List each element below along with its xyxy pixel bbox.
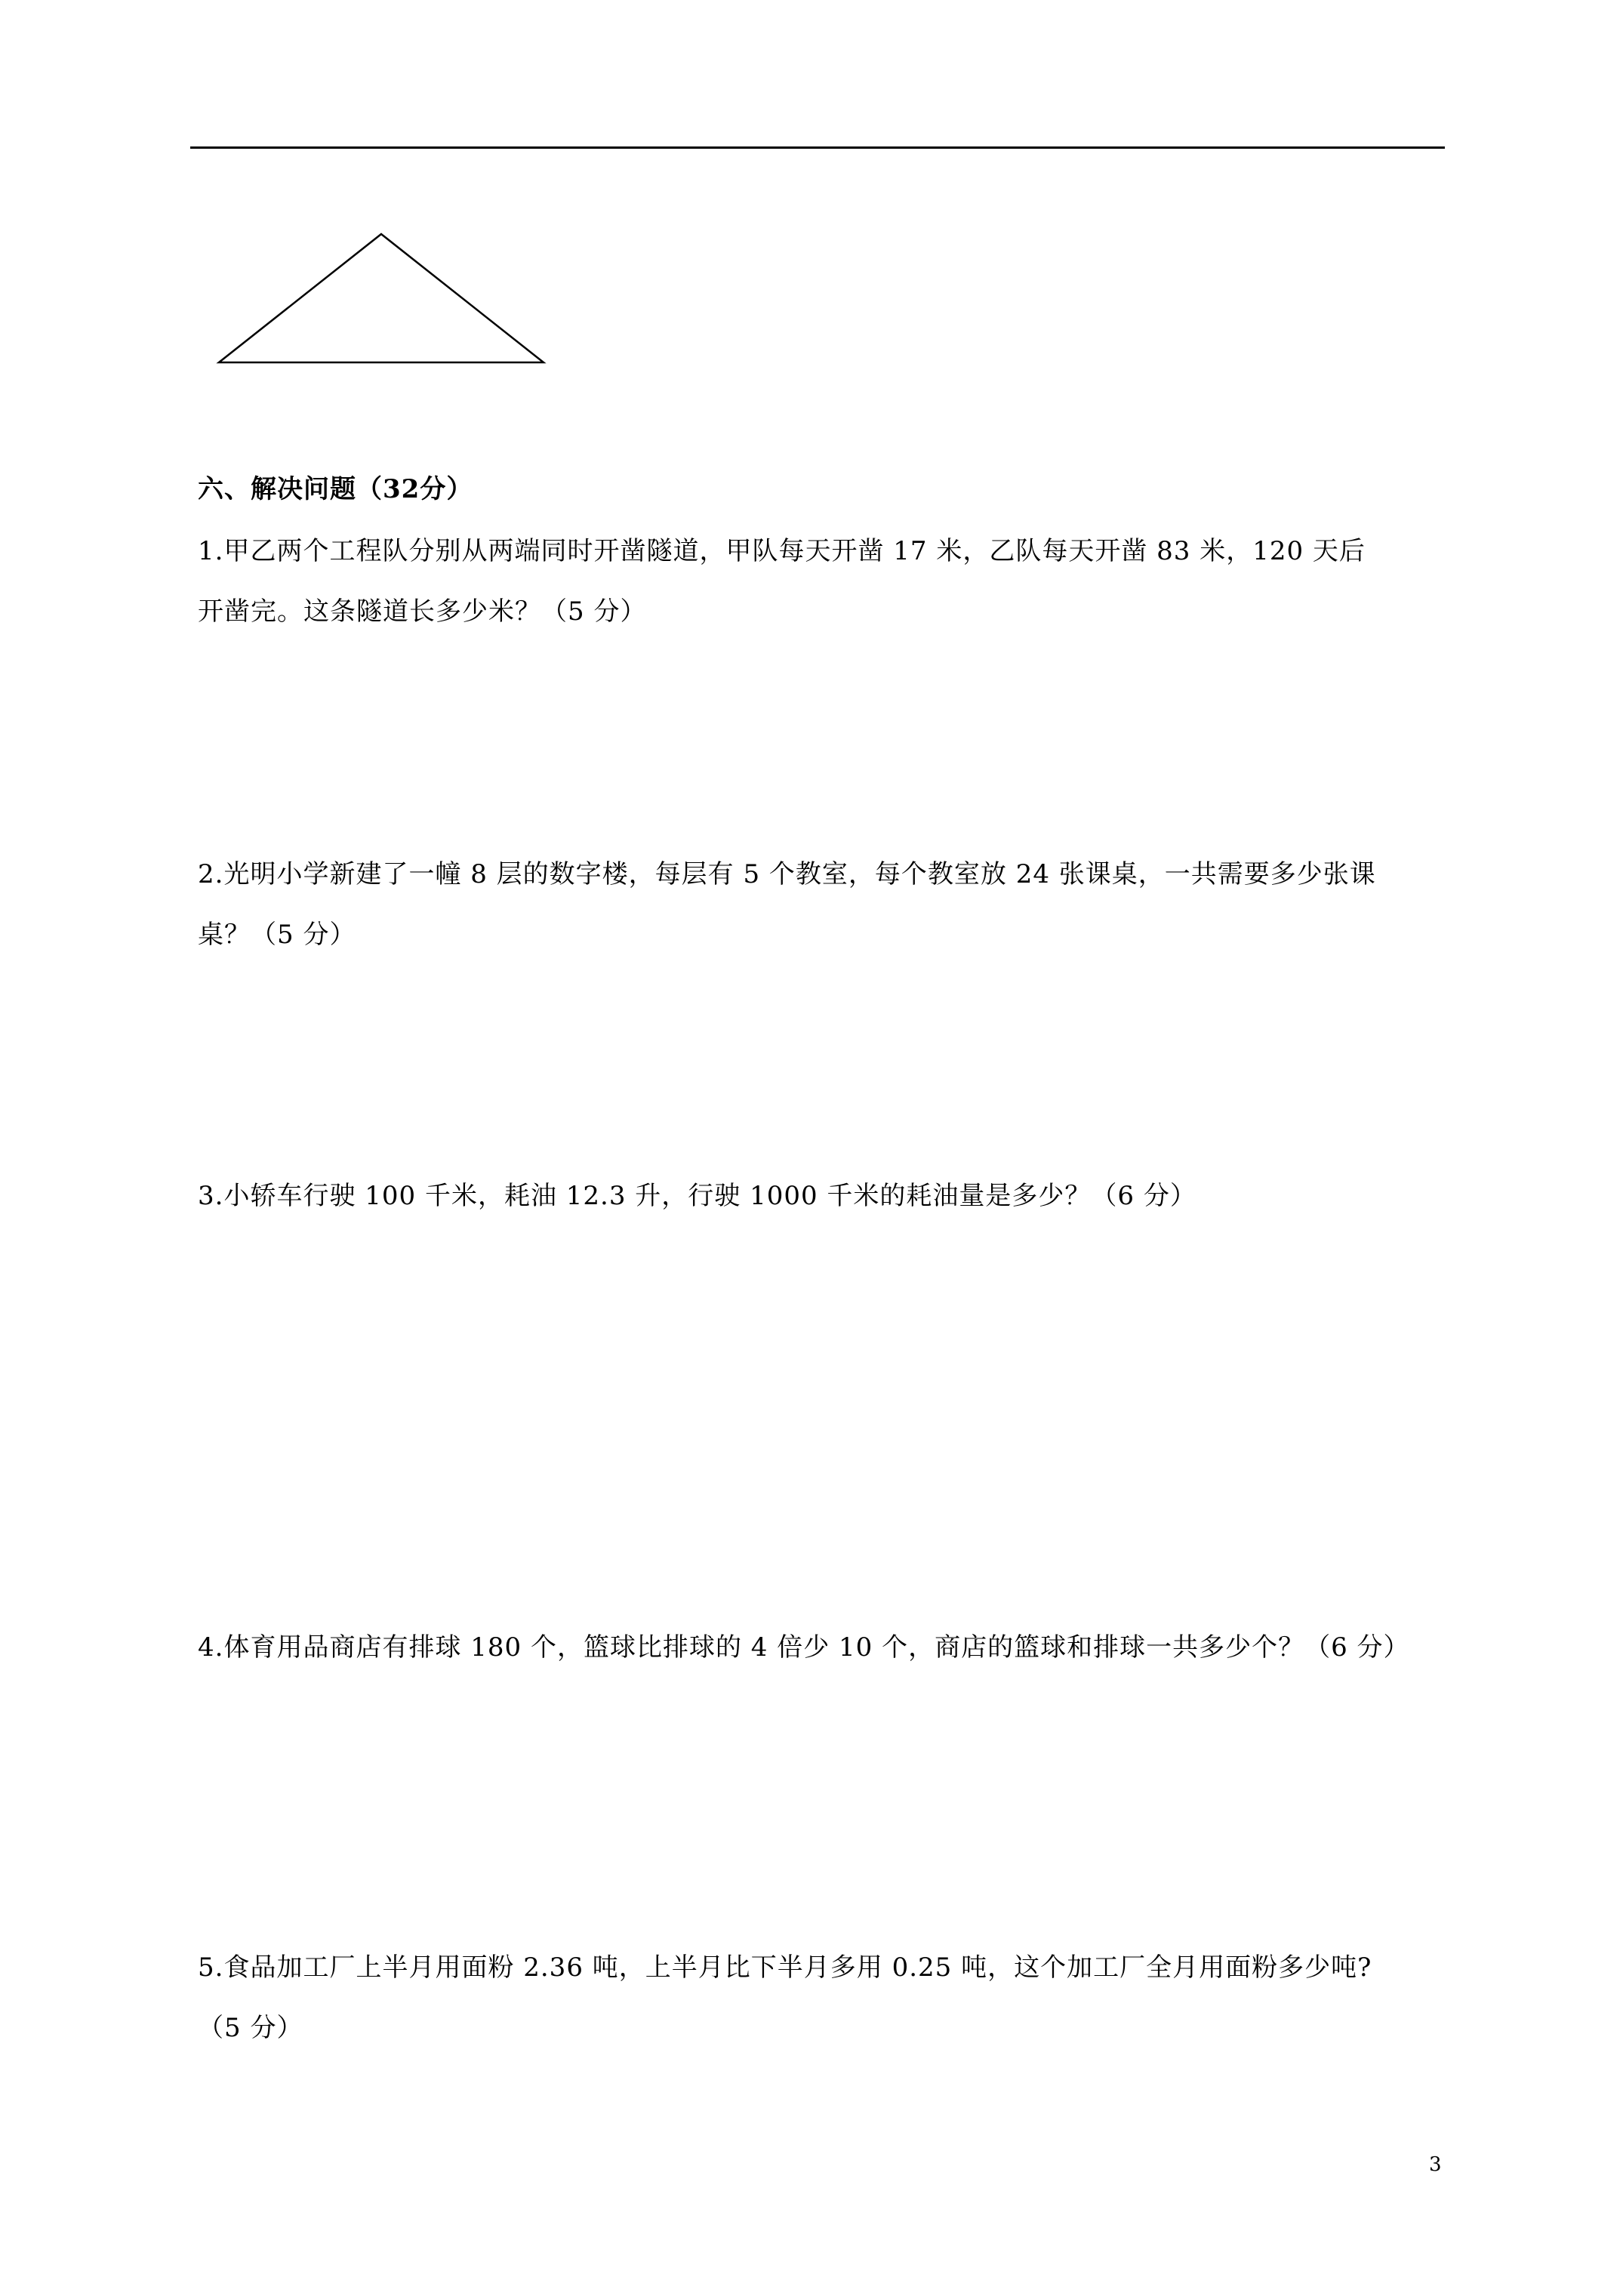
question-2 [198, 844, 1451, 965]
page-number: 3 [1429, 2153, 1442, 2176]
section-title: 六、解决问题（32分） [198, 474, 473, 504]
triangle-shape [219, 234, 544, 362]
question-3-line-1: 3.小轿车行驶 100 千米，耗油 12.3 升，行驶 1000 千米的耗油量是多少？（6 分） [198, 1181, 1196, 1211]
question-5-line-1: 5.食品加工厂上半月用面粉 2.36 吨，上半月比下半月多用 0.25 吨，这个加工厂全月用面粉多少吨? [198, 1952, 1372, 1983]
header-rule [190, 146, 1445, 149]
question-5-line-2: （5 分） [198, 2013, 303, 2043]
question-2-line-2: 桌？（5 分） [198, 920, 356, 950]
question-4 [198, 1617, 1451, 1678]
triangle-figure [211, 227, 559, 378]
question-1 [198, 521, 1451, 642]
question-4-line-1: 4.体育用品商店有排球 180 个，篮球比排球的 4 倍少 10 个，商店的篮球和排球一共多少个？（6 分） [198, 1632, 1410, 1663]
question-1-line-2: 开凿完。这条隧道长多少米？（5 分） [198, 596, 647, 627]
question-3 [198, 1166, 1451, 1226]
question-2-line-1: 2.光明小学新建了一幢 8 层的数字楼，每层有 5 个教室，每个教室放 24 张课桌，一共需要多少张课 [198, 859, 1376, 889]
question-1-line-1: 1.甲乙两个工程队分别从两端同时开凿隧道，甲队每天开凿 17 米，乙队每天开凿 83 米，120 天后 [198, 536, 1366, 566]
question-5 [198, 1937, 1451, 2058]
